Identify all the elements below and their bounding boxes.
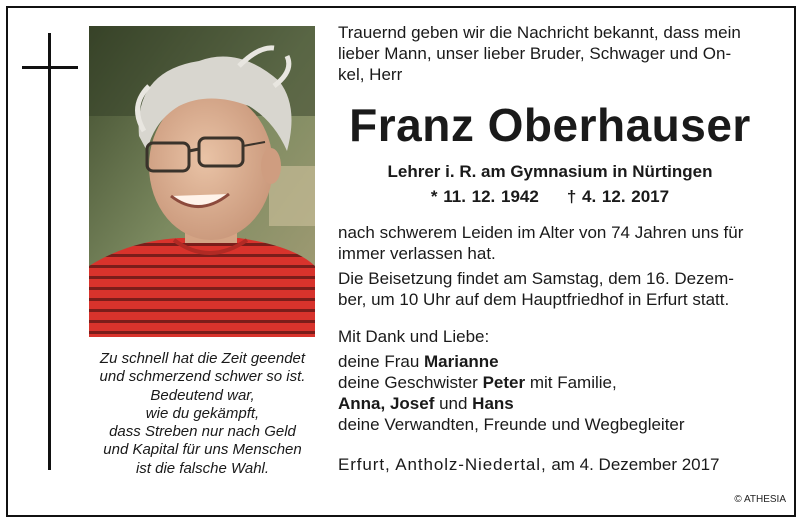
deceased-profession: Lehrer i. R. am Gymnasium in Nürtingen (387, 162, 713, 181)
poem-line: und schmerzend schwer so ist. (99, 368, 306, 386)
intro-line: kel, Herr (338, 65, 403, 84)
poem-line: dass Streben nur nach Geld (109, 423, 296, 441)
place-date: am 4. Dezember 2017 (546, 455, 720, 474)
memorial-poem (75, 350, 330, 478)
mourner-name: Marianne (424, 352, 499, 371)
birth-date: * 11. 12. 1942 (430, 187, 539, 206)
poem-line: Zu schnell hat die Zeit geendet (99, 350, 306, 367)
funeral-line: Die Beisetzung findet am Samstag, dem 16. Dezem- (338, 269, 734, 288)
mourner-wife (338, 351, 685, 372)
intro-text (338, 22, 780, 85)
passing-line: nach schwerem Leiden im Alter von 74 Jahren uns für (338, 223, 744, 242)
poem-line: wie du gekämpft, (145, 404, 260, 422)
cross-icon-vertical (48, 33, 51, 470)
deceased-name: Franz Oberhauser (349, 99, 751, 151)
mourner-label: mit Familie, (525, 373, 617, 392)
mourner-label: und (434, 394, 473, 413)
intro-line: Trauernd geben wir die Nachricht bekannt, dass mein (338, 23, 741, 42)
place-location: Erfurt, Antholz-Niedertal, (338, 455, 547, 474)
cross-icon-horizontal (22, 66, 78, 69)
mourner-relatives: deine Verwandten, Freunde und Wegbegleiter (338, 415, 685, 434)
mourner-siblings-2 (338, 393, 685, 414)
mourner-label: deine Geschwister (338, 373, 483, 392)
funeral-text (338, 268, 780, 310)
mourner-name: Peter (482, 373, 526, 392)
signoff-heading: Mit Dank und Liebe: (338, 327, 490, 346)
poem-line: Bedeutend war, (150, 386, 255, 404)
poem-line: und Kapital für uns Menschen (103, 441, 302, 459)
passing-text (338, 222, 780, 264)
portrait-photo (89, 26, 315, 337)
mourner-label: deine Frau (338, 352, 424, 371)
mourners-list (338, 326, 685, 435)
mourner-siblings (338, 372, 685, 393)
place-and-date (338, 454, 720, 475)
life-dates (330, 186, 770, 208)
mourner-name: Anna, Josef (338, 394, 435, 413)
passing-line: immer verlassen hat. (338, 244, 496, 263)
poem-line: ist die falsche Wahl. (135, 459, 270, 477)
death-date: † 4. 12. 2017 (566, 187, 670, 206)
funeral-line: ber, um 10 Uhr auf dem Hauptfriedhof in Erfurt statt. (338, 290, 730, 309)
intro-line: lieber Mann, unser lieber Bruder, Schwager und On- (338, 44, 732, 63)
mourner-name: Hans (472, 394, 514, 413)
copyright-notice: © ATHESIA (734, 494, 786, 505)
